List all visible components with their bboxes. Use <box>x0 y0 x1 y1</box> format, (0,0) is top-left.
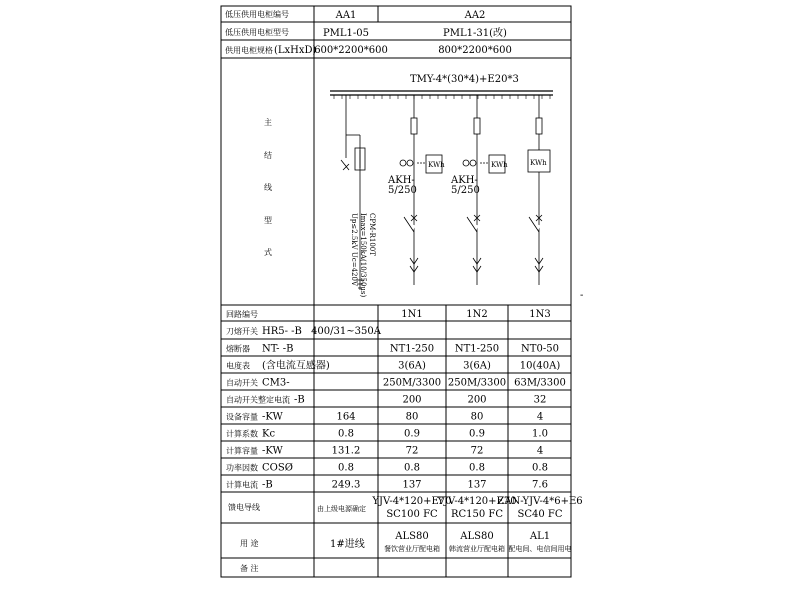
svg-text:结: 结 <box>264 151 272 160</box>
remarks-label: 备 注 <box>240 564 259 573</box>
model-aa2: PML1-31(改) <box>443 28 507 39</box>
cable-1n1-b: SC100 FC <box>386 509 438 520</box>
coefficient-row-c1: 0.9 <box>404 428 420 440</box>
circuit-no-row-label: 回路编号 <box>226 310 258 319</box>
trip-current-row-c3: 32 <box>533 394 547 406</box>
trip-current-row-unit: -B <box>294 394 305 406</box>
auto-switch-row-c1: 250M/3300 <box>382 377 442 389</box>
trip-current-row-c2: 200 <box>467 394 487 406</box>
svg-text:型: 型 <box>264 216 272 225</box>
akh-1n2-line1: AKH- <box>451 175 478 186</box>
usage-1n2-a: ALS80 <box>460 531 494 542</box>
fuse-row-c2: NT1-250 <box>454 343 500 355</box>
fuse-row-unit: NT- -B <box>262 343 294 355</box>
feeder-1n3 <box>528 95 550 285</box>
circuit-no-row-c2: 1N2 <box>466 309 488 320</box>
cable-1n2-b: RC150 FC <box>450 509 504 520</box>
cable-1n3-b: SC40 FC <box>517 509 563 520</box>
installed-capacity-row-label: 设备容量 <box>226 412 258 422</box>
installed-capacity-row-c2: 80 <box>470 411 484 423</box>
power-factor-row-label: 功率因数 <box>226 463 258 473</box>
panel-no-aa1: AA1 <box>335 10 357 21</box>
power-factor-row-c3: 0.8 <box>532 462 548 474</box>
power-factor-row-c2: 0.8 <box>469 462 485 474</box>
knife-switch-row-unit: HR5- -B <box>262 326 302 337</box>
trip-current-row-c1: 200 <box>402 394 422 406</box>
table-frame <box>221 6 571 577</box>
fuse-row-c1: NT1-250 <box>389 343 435 355</box>
coefficient-row-c2: 0.9 <box>469 428 485 440</box>
auto-switch-row-label: 自动开关 <box>226 378 258 388</box>
meter-row-c2: 3(6A) <box>463 360 491 372</box>
spec-aa2: 800*2200*600 <box>438 45 512 56</box>
stray-mark: - <box>580 290 584 301</box>
panel-no-aa2: AA2 <box>464 10 486 21</box>
knife-switch-row-c0: 400/31~350A <box>311 326 381 337</box>
svg-text:主: 主 <box>264 118 272 127</box>
circuit-no-row-c3: 1N3 <box>529 309 551 320</box>
installed-capacity-row-c0: 164 <box>336 411 356 423</box>
akh-1n1-line1: AKH- <box>388 175 415 186</box>
svg-text:式: 式 <box>264 248 272 257</box>
svg-text:CPM-R100T: CPM-R100T <box>368 213 376 256</box>
auto-switch-row-c2: 250M/3300 <box>447 377 507 389</box>
spd-spec-text <box>350 213 376 298</box>
usage-1n2-b: 韩流营业厅配电箱 <box>449 545 505 553</box>
model-aa1: PML1-05 <box>322 28 370 39</box>
power-factor-row-c0: 0.8 <box>338 462 354 474</box>
svg-text:线: 线 <box>264 183 272 192</box>
trip-current-row-label: 自动开关整定电流 <box>226 395 290 405</box>
cable-1n1-a: YJV-4*120+E70 <box>372 496 452 507</box>
circuit-no-row-c1: 1N1 <box>401 309 423 320</box>
meter-row-unit: (含电流互感器) <box>262 360 330 372</box>
calc-capacity-row-c3: 4 <box>536 445 544 457</box>
calc-capacity-row-c1: 72 <box>405 445 419 457</box>
akh-1n2-line2: 5/250 <box>451 185 480 196</box>
kwh-1n3: KWh <box>530 159 547 167</box>
meter-row-c3: 10(40A) <box>519 360 561 372</box>
spec-label: 供用电柜规格 <box>225 46 273 55</box>
akh-1n1-line2: 5/250 <box>388 185 417 196</box>
cable-label: 馈电导线 <box>228 503 260 512</box>
knife-switch-row-label: 刀熔开关 <box>226 327 258 336</box>
svg-text:Imax=150kA(10/350us): Imax=150kA(10/350us) <box>359 213 367 298</box>
calc-capacity-row-c2: 72 <box>470 445 484 457</box>
power-factor-row-unit: COSØ <box>262 462 293 474</box>
wiring-side-label <box>264 117 272 257</box>
usage-1n3-a: AL1 <box>529 531 551 542</box>
panel-no-label: 低压供用电柜编号 <box>225 10 289 19</box>
calc-current-row-unit: -B <box>262 479 273 491</box>
usage-label: 用 途 <box>240 539 259 548</box>
calc-current-row-c1: 137 <box>402 479 422 491</box>
coefficient-row-c3: 1.0 <box>532 428 548 440</box>
coefficient-row-label: 计算系数 <box>226 429 258 439</box>
meter-row-label: 电度表 <box>226 361 250 371</box>
calc-current-row-label: 计算电流 <box>226 480 258 490</box>
calc-capacity-row-label: 计算容量 <box>226 446 258 456</box>
spec-aa1: 600*2200*600 <box>314 45 388 56</box>
installed-capacity-row-c1: 80 <box>405 411 419 423</box>
coefficient-row-c0: 0.8 <box>338 428 354 440</box>
coefficient-row-unit: Kc <box>262 428 276 440</box>
auto-switch-row-c3: 63M/3300 <box>514 377 566 389</box>
data-table <box>226 309 566 491</box>
kwh-1n1: KWh <box>428 161 445 169</box>
busbar <box>330 91 553 99</box>
svg-text:Up≤2.5kV Uc=420V: Up≤2.5kV Uc=420V <box>350 213 358 287</box>
fuse-row-label: 熔断器 <box>226 344 250 354</box>
busbar-label: TMY-4*(30*4)+E20*3 <box>410 74 519 85</box>
usage-1n1-b: 餐饮营业厅配电箱 <box>384 545 440 553</box>
installed-capacity-row-unit: -KW <box>262 411 283 423</box>
spec-dims-label: (LxHxD) <box>274 45 317 56</box>
calc-capacity-row-unit: -KW <box>262 445 283 457</box>
calc-current-row-c0: 249.3 <box>331 479 361 491</box>
cable-1n3-a: ZAN-YJV-4*6+E6 <box>497 496 583 507</box>
power-factor-row-c1: 0.8 <box>404 462 420 474</box>
usage-aa1: 1#进线 <box>330 539 365 550</box>
cable-1n2-a: YJV-4*120+E70 <box>437 496 517 507</box>
meter-row-c1: 3(6A) <box>398 360 426 372</box>
installed-capacity-row-c3: 4 <box>536 411 544 423</box>
fuse-row-c3: NT0-50 <box>521 343 559 355</box>
kwh-1n2: KWh <box>491 161 508 169</box>
model-label: 低压供用电柜型号 <box>225 28 289 37</box>
usage-1n3-b: 配电间、电信间用电 <box>508 545 572 553</box>
auto-switch-row-unit: CM3- <box>262 377 290 389</box>
calc-current-row-c2: 137 <box>467 479 487 491</box>
usage-1n1-a: ALS80 <box>395 531 429 542</box>
calc-capacity-row-c0: 131.2 <box>331 445 361 457</box>
calc-current-row-c3: 7.6 <box>532 479 548 491</box>
cable-aa1: 由上级电源确定 <box>317 505 366 513</box>
